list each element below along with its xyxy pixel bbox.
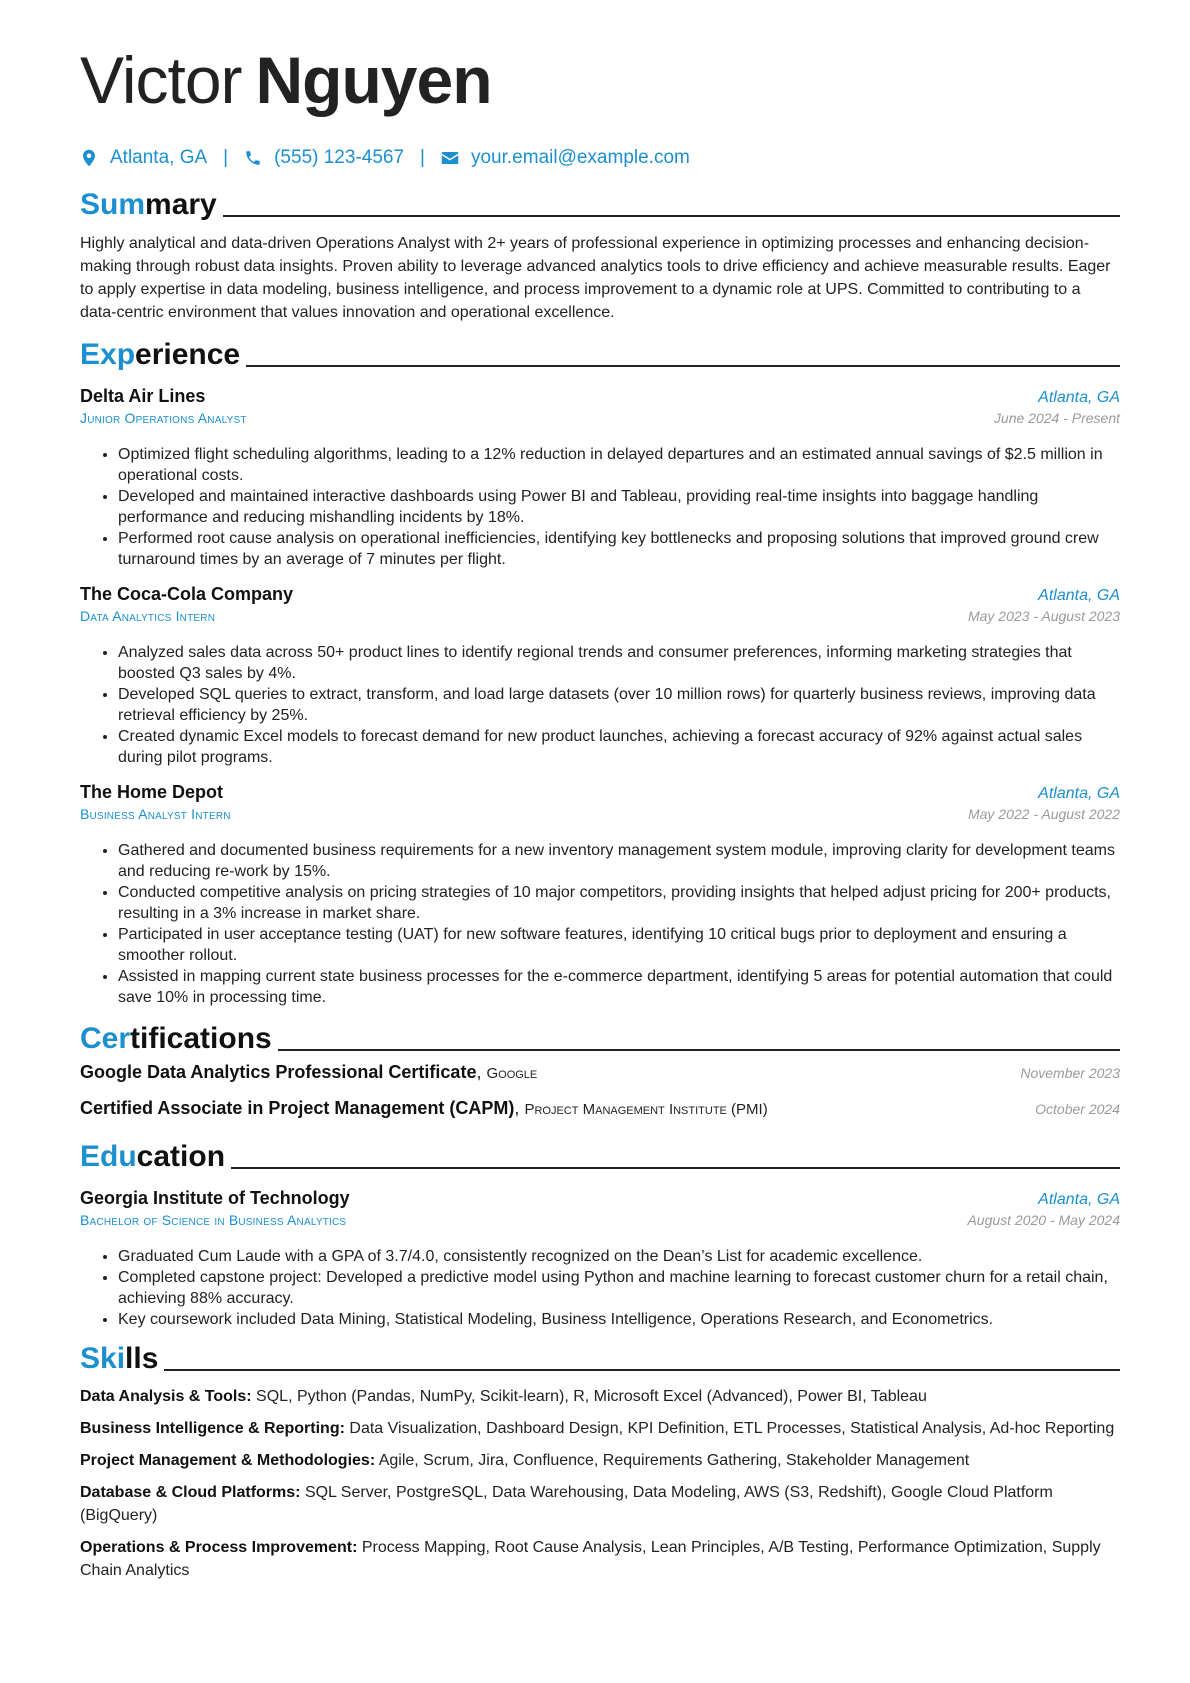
contact-separator: |: [420, 147, 425, 168]
contact-location: [80, 147, 207, 169]
job-title: Data Analytics Intern: [80, 608, 216, 624]
certification-item: Certified Associate in Project Management (CAPM), Project Management Institute (PMI) October 2024: [80, 1098, 1120, 1118]
phone-text: (555) 123-4567: [274, 147, 405, 168]
bullet-item: • Developed SQL queries to extract, transform, and load large datasets (over 10 million rows) for quarterly business reviews, improving data retrieval efficiency by 25%.: [118, 684, 1120, 726]
degree: Bachelor of Science in Business Analytics: [80, 1212, 347, 1228]
job-location: Atlanta, GA: [1038, 785, 1120, 802]
certification-item: Google Data Analytics Professional Certificate, Google November 2023: [80, 1062, 1120, 1082]
cert-name: Google Data Analytics Professional Certificate: [80, 1062, 477, 1082]
skill-label: Project Management & Methodologies:: [80, 1452, 376, 1469]
skill-row: [80, 1449, 1120, 1472]
job-bullets: [80, 642, 1120, 768]
company-name: Delta Air Lines: [80, 386, 206, 406]
first-name: Victor: [80, 43, 242, 117]
job-location: Atlanta, GA: [1038, 389, 1120, 406]
contact-phone[interactable]: [244, 147, 404, 169]
bullet-item: • Graduated Cum Laude with a GPA of 3.7/4.0, consistently recognized on the Dean’s List for academic excellence.: [118, 1246, 1120, 1267]
skills-list: [80, 1385, 1120, 1582]
education-heading: Edu cation: [80, 1138, 1120, 1174]
skill-row: [80, 1536, 1120, 1582]
job-bullets: [80, 444, 1120, 570]
certifications-heading: Cer tifications: [80, 1020, 1120, 1056]
education-bullets: [80, 1246, 1120, 1330]
cert-issuer: Google: [486, 1065, 538, 1082]
job-title: Junior Operations Analyst: [80, 410, 247, 426]
skill-value: SQL Server, PostgreSQL, Data Warehousing, Data Modeling, AWS (S3, Redshift), Google Cloud Platform (BigQuery): [80, 1484, 1053, 1524]
contact-separator: |: [223, 147, 229, 168]
bullet-item: • Performed root cause analysis on operational inefficiencies, identifying key bottlenecks and proposing solutions that improved ground crew turnaround times by an average of 7 minutes per flight.: [118, 528, 1120, 570]
section-rule: [223, 215, 1120, 217]
job-dates: June 2024 - Present: [993, 410, 1120, 426]
cert-date: November 2023: [1020, 1065, 1120, 1081]
education-dates: August 2020 - May 2024: [967, 1212, 1120, 1228]
location-text: Atlanta, GA: [110, 147, 208, 168]
job-entry: [80, 782, 1120, 1008]
map-pin-icon: [80, 149, 98, 167]
email-link[interactable]: your.email@example.com: [470, 147, 690, 168]
section-rule: [164, 1369, 1120, 1371]
skill-value: Data Visualization, Dashboard Design, KPI Definition, ETL Processes, Statistical Analysis, Ad-hoc Reporting: [349, 1420, 1115, 1437]
job-dates: May 2023 - August 2023: [967, 608, 1120, 624]
job-bullets: [80, 840, 1120, 1008]
skill-value: SQL, Python (Pandas, NumPy, Scikit-learn), R, Microsoft Excel (Advanced), Power BI, Tableau: [256, 1388, 927, 1405]
skill-value: Agile, Scrum, Jira, Confluence, Requirements Gathering, Stakeholder Management: [378, 1452, 970, 1469]
bullet-item: • Optimized flight scheduling algorithms, leading to a 12% reduction in delayed departures and an estimated annual savings of $2.5 million in operational costs.: [118, 444, 1120, 486]
skills-heading: Ski lls: [80, 1340, 1120, 1376]
last-name: Nguyen: [255, 43, 492, 117]
job-dates: May 2022 - August 2022: [967, 806, 1120, 822]
bullet-item: • Conducted competitive analysis on pricing strategies of 10 major competitors, providing insights that helped adjust pricing for 200+ products, resulting in a 3% increase in market share.: [118, 882, 1120, 924]
job-entry: [80, 386, 1120, 570]
candidate-name: [80, 40, 1120, 120]
phone-icon: [244, 149, 262, 167]
school-name: Georgia Institute of Technology: [80, 1188, 350, 1208]
skill-label: Operations & Process Improvement:: [80, 1539, 358, 1556]
bullet-item: • Completed capstone project: Developed a predictive model using Python and machine learning to forecast customer churn for a retail chain, achieving 88% accuracy.: [118, 1267, 1120, 1309]
job-location: Atlanta, GA: [1038, 587, 1120, 604]
certifications-list: [80, 1062, 1120, 1134]
experience-heading: Exp erience: [80, 336, 1120, 372]
school-location: Atlanta, GA: [1038, 1191, 1120, 1208]
skill-row: [80, 1417, 1120, 1440]
summary-text: Highly analytical and data-driven Operations Analyst with 2+ years of professional experience in optimizing processes and enhancing decision-making through robust data insights. Proven ability to leverage advanced analytics tools to drive efficiency and achieve measurable results. Eager to apply expertise in data modeling, business intelligence, and process improvement to a dynamic role at UPS. Committed to contributing to a data-centric environment that values innovation and operational excellence.: [80, 235, 1111, 321]
cert-name: Certified Associate in Project Management (CAPM): [80, 1098, 515, 1118]
contact-line: [80, 144, 1120, 172]
job-entry: [80, 584, 1120, 768]
company-name: The Home Depot: [80, 782, 224, 802]
bullet-item: • Developed and maintained interactive dashboards using Power BI and Tableau, providing real-time insights into baggage handling performance and reducing mishandling incidents by 18%.: [118, 486, 1120, 528]
summary-heading: Sum mary: [80, 186, 1120, 222]
bullet-item: • Gathered and documented business requirements for a new inventory management system module, improving clarity for development teams and reducing re-work by 15%.: [118, 840, 1120, 882]
skill-label: Data Analysis & Tools:: [80, 1388, 252, 1405]
company-name: The Coca-Cola Company: [80, 584, 294, 604]
contact-email[interactable]: [441, 147, 690, 169]
job-title: Business Analyst Intern: [80, 806, 231, 822]
bullet-item: • Assisted in mapping current state business processes for the e-commerce department, identifying 5 areas for potential automation that could save 10% in processing time.: [118, 966, 1120, 1008]
cert-date: October 2024: [1035, 1101, 1120, 1117]
section-rule: [278, 1049, 1120, 1051]
envelope-icon: [441, 149, 459, 167]
skill-label: Business Intelligence & Reporting:: [80, 1420, 345, 1437]
section-rule: [246, 365, 1120, 367]
bullet-item: • Created dynamic Excel models to forecast demand for new product launches, achieving a forecast accuracy of 92% against actual sales during pilot programs.: [118, 726, 1120, 768]
resume-page: [80, 40, 1120, 1582]
skill-value: Process Mapping, Root Cause Analysis, Lean Principles, A/B Testing, Performance Optimization, Supply Chain Analytics: [80, 1539, 1101, 1579]
bullet-item: • Analyzed sales data across 50+ product lines to identify regional trends and consumer preferences, informing marketing strategies that boosted Q3 sales by 4%.: [118, 642, 1120, 684]
education-entry: [80, 1188, 1120, 1330]
section-rule: [231, 1167, 1120, 1169]
bullet-item: • Key coursework included Data Mining, Statistical Modeling, Business Intelligence, Operations Research, and Econometrics.: [118, 1309, 1120, 1330]
bullet-item: • Participated in user acceptance testing (UAT) for new software features, identifying 10 critical bugs prior to deployment and ensuring a smoother rollout.: [118, 924, 1120, 966]
skill-label: Database & Cloud Platforms:: [80, 1484, 301, 1501]
cert-issuer: Project Management Institute (PMI): [524, 1101, 768, 1118]
skill-row: [80, 1385, 1120, 1408]
skill-row: [80, 1481, 1120, 1527]
